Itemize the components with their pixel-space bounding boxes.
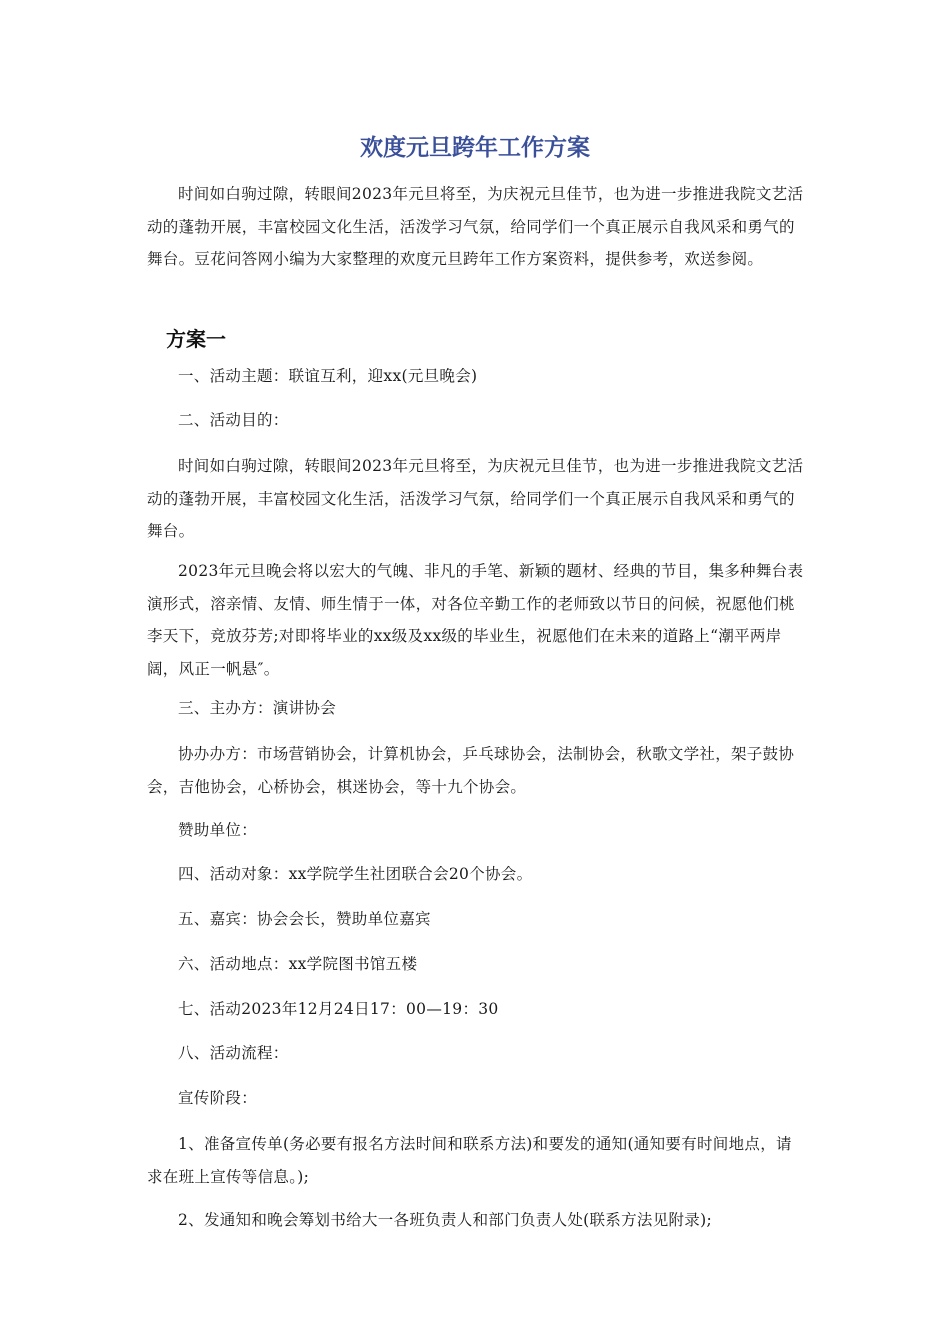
item-process: 八、活动流程： — [178, 1044, 289, 1062]
item-venue: 六、活动地点：xx学院图书馆五楼 — [178, 955, 418, 973]
purpose-paragraph-2: 2023年元旦晚会将以宏大的气魄、非凡的手笔、新颖的题材、经典的节目，集多种舞台表演形式，溶亲情、友情、师生情于一体，对各位辛勤工作的老师致以节日的问候，祝愿他们桃李天下，竞放芬芳;对即将毕业的xx级及xx级的毕业生，祝愿他们在未来的道路上“潮平两岸阔，风正一帆悬″。 — [147, 562, 804, 678]
document-title: 欢度元旦跨年工作方案 — [360, 135, 590, 161]
item-publicity: 宣传阶段： — [178, 1089, 258, 1107]
item-sponsor: 赞助单位： — [178, 821, 258, 839]
intro-paragraph: 时间如白驹过隙，转眼间2023年元旦将至，为庆祝元旦佳节，也为进一步推进我院文艺活动的蓬勃开展，丰富校园文化生活，活泼学习气氛，给同学们一个真正展示自我风采和勇气的舞台。豆花问答网小编为大家整理的欢度元旦跨年工作方案资料，提供参考，欢送参阅。 — [147, 185, 804, 268]
item-time: 七、活动2023年12月24日17：00—19：30 — [178, 1000, 499, 1018]
item-guests: 五、嘉宾：协会会长，赞助单位嘉宾 — [178, 910, 431, 928]
purpose-paragraph-1: 时间如白驹过隙，转眼间2023年元旦将至，为庆祝元旦佳节，也为进一步推进我院文艺活动的蓬勃开展，丰富校园文化生活，活泼学习气氛，给同学们一个真正展示自我风采和勇气的舞台。 — [147, 457, 804, 540]
item-audience: 四、活动对象：xx学院学生社团联合会20个协会。 — [178, 865, 533, 883]
item-host: 三、主办方：演讲协会 — [178, 699, 337, 717]
item-purpose: 二、活动目的： — [178, 411, 289, 429]
item-theme: 一、活动主题：联谊互利，迎xx(元旦晚会) — [178, 367, 478, 385]
section-heading: 方案一 — [166, 327, 226, 351]
step-1-paragraph: 1、准备宣传单(务必要有报名方法时间和联系方法)和要发的通知(通知要有时间地点，请求在班上宣传等信息。); — [147, 1135, 792, 1186]
step-2-line: 2、发通知和晚会筹划书给大一各班负责人和部门负责人处(联系方法见附录); — [178, 1211, 712, 1229]
co-host-paragraph: 协办办方：市场营销协会，计算机协会，乒乓球协会，法制协会，秋歌文学社，架子鼓协会，吉他协会，心桥协会，棋迷协会，等十九个协会。 — [147, 745, 795, 796]
